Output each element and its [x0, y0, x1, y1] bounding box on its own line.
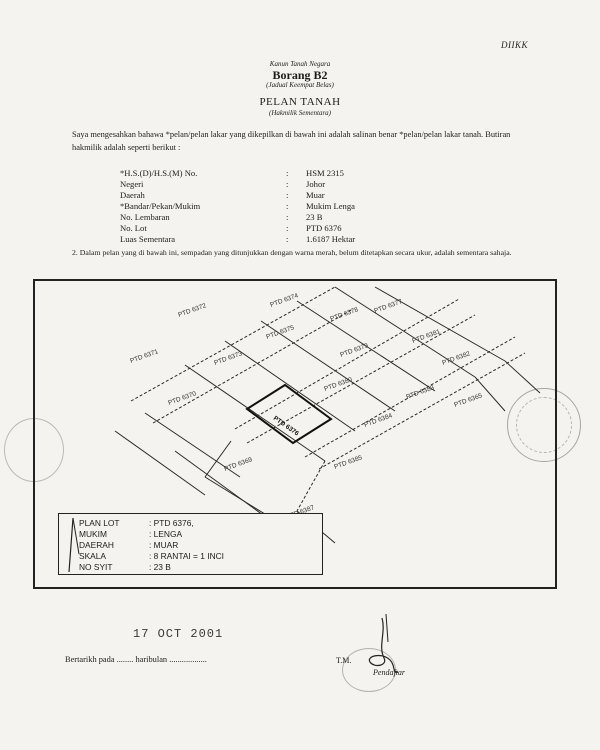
road-edge [131, 287, 335, 401]
detail-colon: : [286, 223, 289, 233]
lot-label: PTD 6378 [329, 306, 360, 323]
lot-label: PTD 6384 [363, 412, 394, 429]
detail-row [120, 168, 355, 179]
lot-label: PTD 6374 [269, 292, 300, 309]
legend-value: : MUAR [149, 539, 179, 550]
legend-key: NO SYIT [79, 561, 113, 572]
detail-label: *Bandar/Pekan/Mukim [120, 201, 201, 211]
lot-label: PTD 6377 [373, 298, 404, 315]
detail-label: Negeri [120, 179, 144, 189]
date-line: Bertarikh pada ........ haribulan .................. [65, 655, 207, 664]
registrar-label: Pendaftar [373, 668, 405, 677]
legend-value: : LENGA [149, 528, 183, 539]
detail-label: Luas Sementara [120, 234, 176, 244]
legend-row [79, 561, 224, 572]
document-code: DIIKK [501, 40, 528, 50]
lot-boundary [505, 361, 540, 393]
detail-value: HSM 2315 [306, 168, 344, 178]
detail-colon: : [286, 179, 289, 189]
legend-row [79, 550, 224, 561]
legend-row [79, 528, 224, 539]
road-edge [319, 353, 525, 469]
lot-label: PTD 6383 [405, 384, 436, 401]
lot-boundary [375, 287, 505, 361]
detail-row [120, 201, 355, 212]
lot-label: PTD 6371 [129, 348, 160, 365]
schedule-label: (Jadual Keempat Belas) [266, 81, 334, 89]
lot-label: PTD 6372 [177, 302, 208, 319]
plan-legend [58, 513, 323, 575]
detail-colon: : [286, 190, 289, 200]
act-name: Kanun Tanah Negara [269, 60, 331, 68]
detail-label: Daerah [120, 190, 145, 200]
detail-value: Johor [306, 179, 326, 189]
legend-value: : 23 B [149, 561, 171, 572]
detail-colon: : [286, 168, 289, 178]
subject-lot-label: PTD 6376 [271, 414, 300, 438]
lot-label: PTD 6385 [333, 454, 364, 471]
detail-value: Mukim Lenga [306, 201, 355, 211]
legend-key: DAERAH [79, 539, 114, 550]
title-details [120, 168, 355, 245]
detail-value: 23 B [306, 212, 323, 222]
detail-row [120, 212, 355, 223]
form-name: Borang B2 [272, 68, 328, 82]
detail-row [120, 179, 355, 190]
lot-label: PTD 6369 [223, 456, 254, 473]
detail-colon: : [286, 212, 289, 222]
legend-row [79, 539, 224, 550]
legend-rows [79, 517, 224, 572]
detail-label: No. Lot [120, 223, 147, 233]
legend-value: : 8 RANTAI = 1 INCI [149, 550, 225, 561]
legend-key: MUKIM [79, 528, 107, 539]
detail-value: Muar [306, 190, 325, 200]
detail-row [120, 234, 355, 245]
lot-boundary [185, 365, 325, 461]
legend-key: SKALA [79, 550, 107, 561]
lot-label: PTD 6370 [167, 390, 198, 407]
north-arrow-icon [59, 514, 81, 574]
legend-row [79, 517, 224, 528]
page-subtitle: (Hakmilik Sementara) [268, 109, 331, 117]
subject-lot-outline [247, 385, 331, 443]
tm-label: T.M. [336, 656, 352, 665]
date-stamp: 17 OCT 2001 [133, 627, 224, 641]
detail-row [120, 223, 355, 234]
lot-label: PTD 6379 [339, 342, 370, 359]
detail-row [120, 190, 355, 201]
detail-value: 1.6187 Hektar [306, 234, 356, 244]
lot-label: PTD 6380 [323, 376, 354, 393]
lot-label: PTD 6382 [441, 350, 472, 367]
lot-label: PTD 6375 [265, 324, 296, 341]
intro-paragraph: Saya mengesahkan bahawa *pelan/pelan lakar yang dikepilkan di bawah ini adalah salinan benar *pelan/pelan lakar tanah. Butiran hakmilik adalah seperti berikut : [72, 130, 511, 152]
detail-label: *H.S.(D)/H.S.(M) No. [120, 168, 198, 178]
lot-label: PTD 6365 [453, 392, 484, 409]
detail-colon: : [286, 234, 289, 244]
detail-colon: : [286, 201, 289, 211]
lot-label: PTD 6381 [411, 328, 442, 345]
detail-label: No. Lembaran [120, 212, 170, 222]
legend-value: : PTD 6376, [149, 517, 194, 528]
lot-label: PTD 6373 [213, 350, 244, 367]
legend-key: PLAN LOT [79, 517, 120, 528]
boundary-note: 2. Dalam pelan yang di bawah ini, sempadan yang ditunjukkan dengan warna merah, belum ditetapkan secara ukur, adalah sementara sahaja. [72, 248, 512, 257]
detail-value: PTD 6376 [306, 223, 342, 233]
page-title: PELAN TANAH [259, 96, 341, 108]
